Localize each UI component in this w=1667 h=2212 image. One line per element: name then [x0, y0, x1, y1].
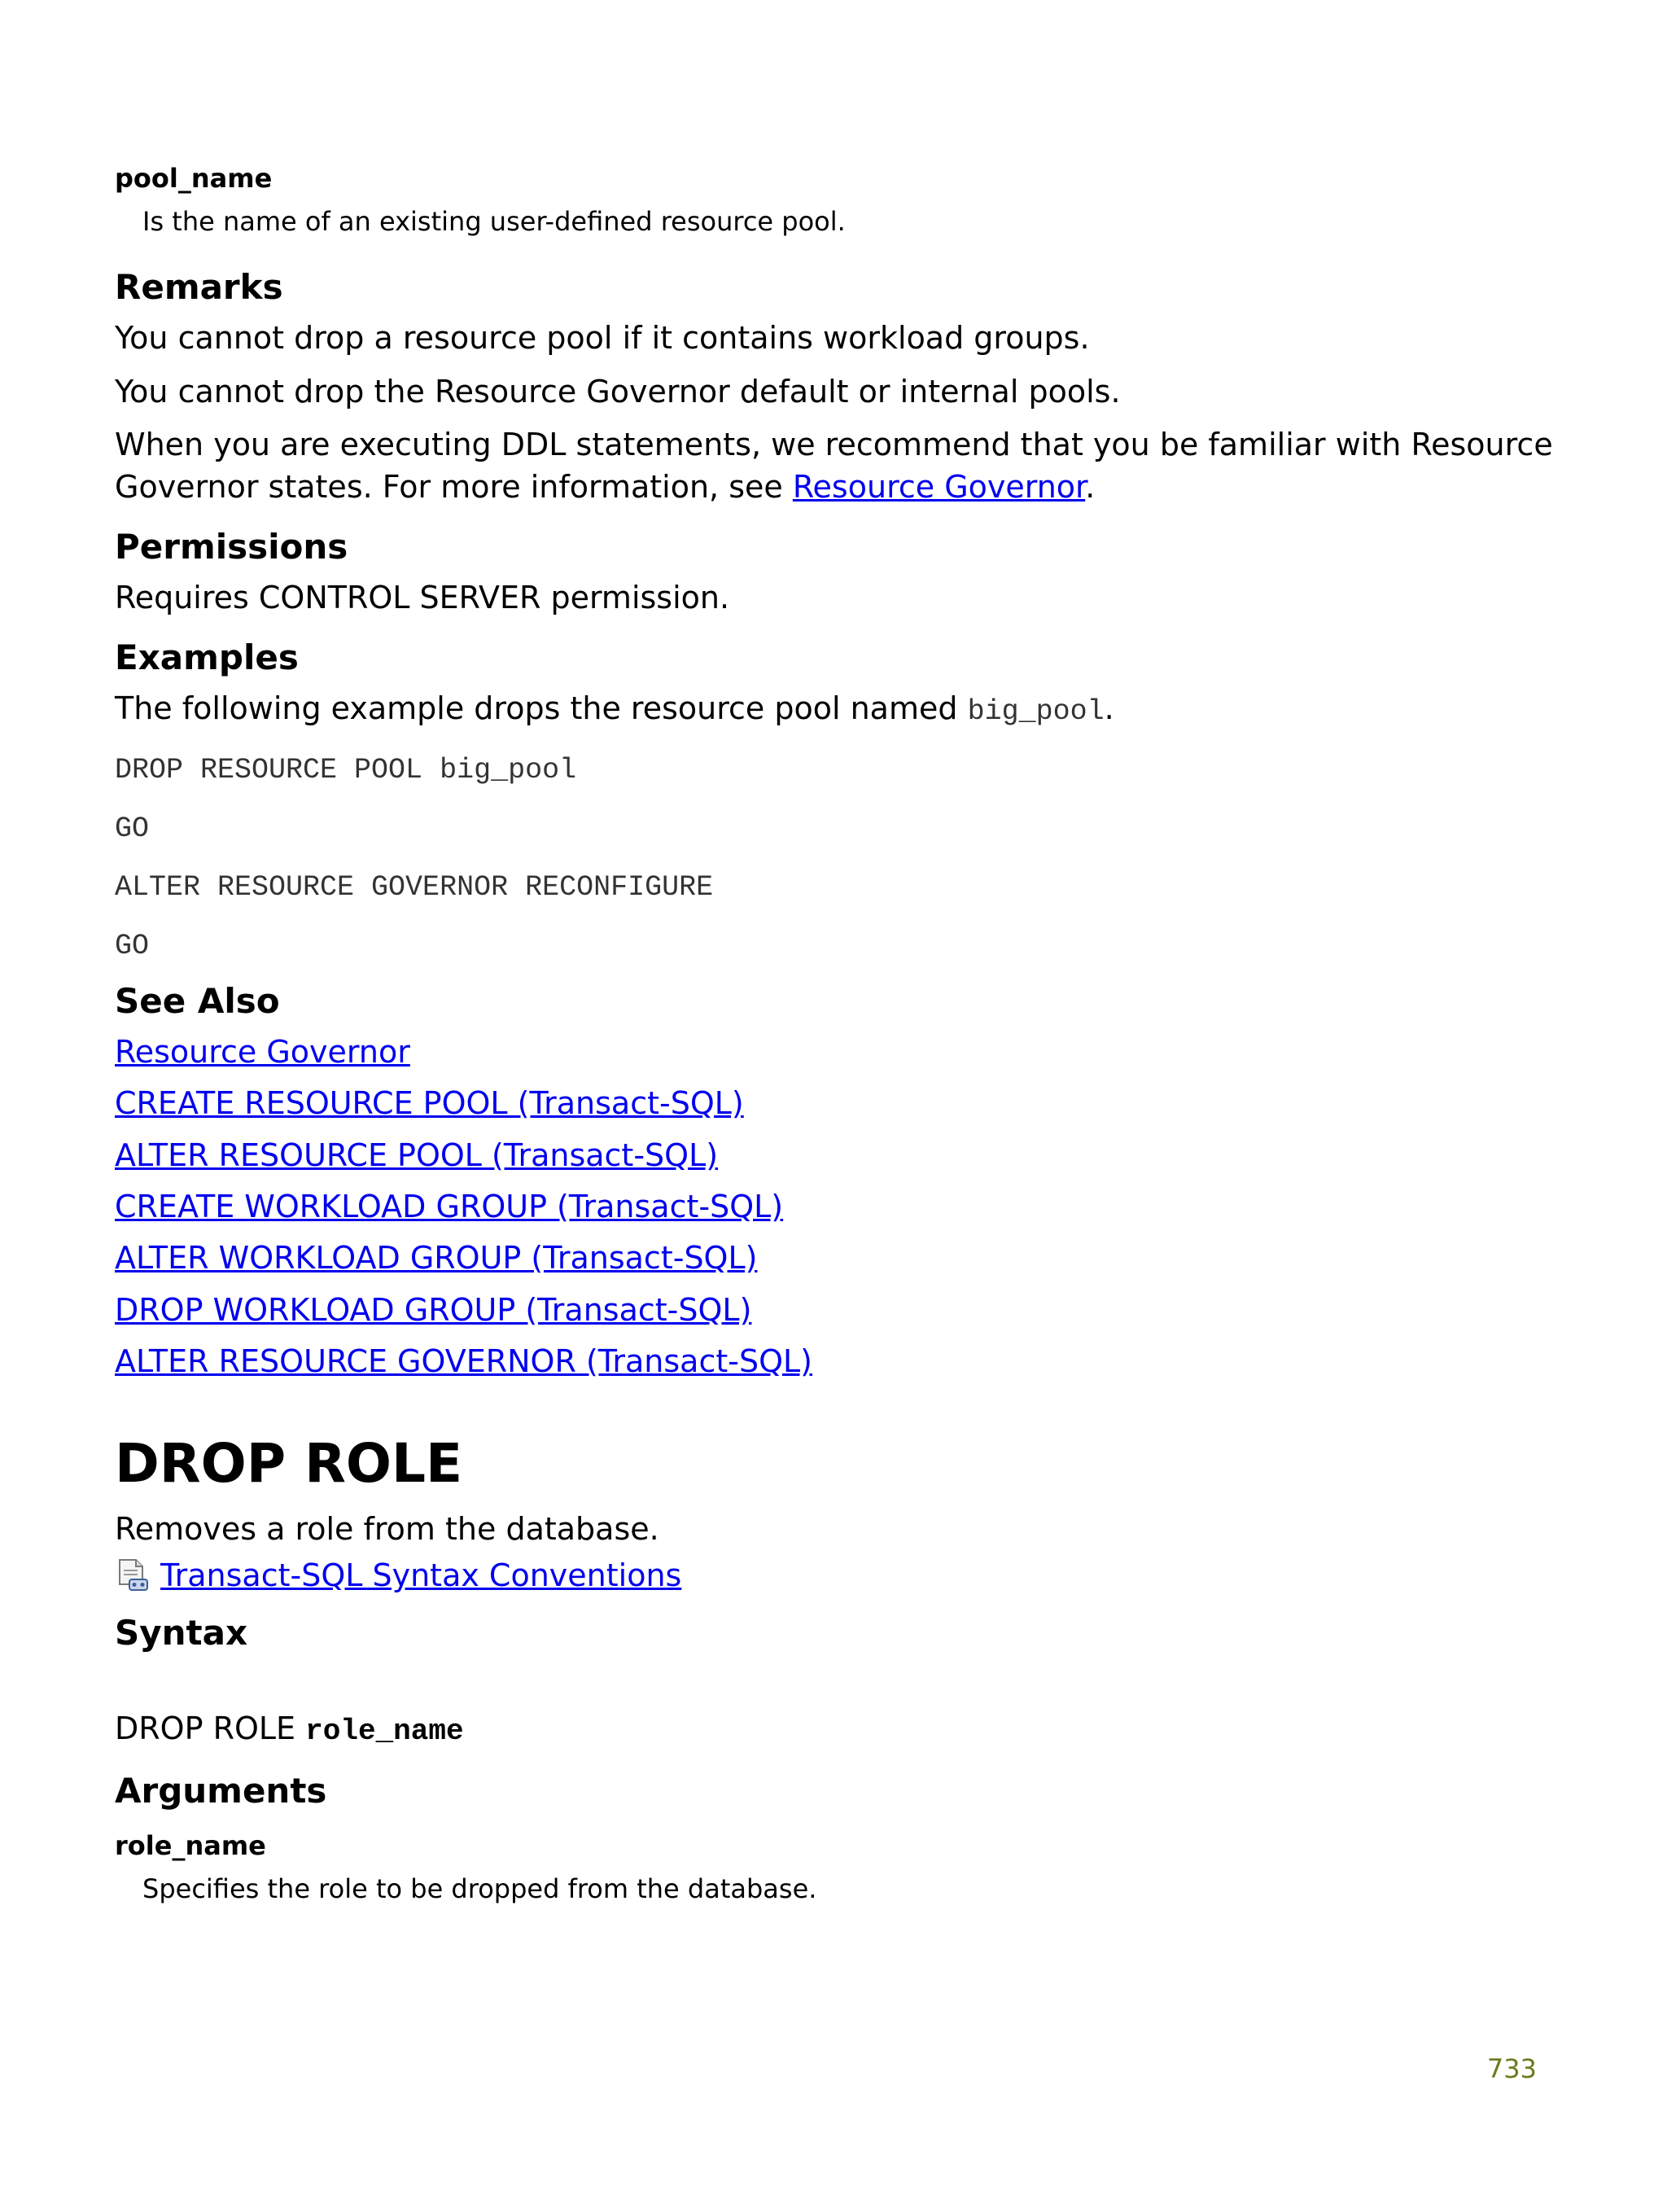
remarks-paragraph-3-text: When you are executing DDL statements, we recommend that you be familiar with Resource Governor states. For more information, see [115, 427, 1553, 505]
permissions-heading: Permissions [115, 526, 348, 567]
remarks-paragraph-2: You cannot drop the Resource Governor default or internal pools. [115, 373, 1121, 410]
see-also-item [115, 1135, 1555, 1176]
arguments-heading: Arguments [115, 1771, 327, 1811]
see-also-link[interactable]: CREATE WORKLOAD GROUP (Transact-SQL) [115, 1189, 784, 1224]
see-also-item [115, 1341, 1555, 1382]
remarks-heading: Remarks [115, 266, 283, 307]
syntax-conventions-row [115, 1557, 1555, 1593]
syntax-conventions-link[interactable]: Transact-SQL Syntax Conventions [160, 1557, 682, 1594]
document-link-icon [115, 1557, 151, 1593]
see-also-item [115, 1083, 1555, 1124]
examples-heading: Examples [115, 637, 299, 677]
see-also-list [115, 1032, 1555, 1382]
see-also-link[interactable]: Resource Governor [115, 1034, 410, 1071]
argument-description: Is the name of an existing user-defined resource pool. [142, 206, 846, 237]
see-also-link[interactable]: ALTER WORKLOAD GROUP (Transact-SQL) [115, 1240, 758, 1277]
drop-role-title: DROP ROLE [115, 1432, 463, 1496]
resource-governor-link[interactable]: Resource Governor [792, 469, 1086, 505]
document-page [115, 163, 1555, 1934]
syntax-line [115, 1710, 1555, 1748]
remarks-paragraph-3-end: . [1085, 469, 1096, 505]
syntax-heading: Syntax [115, 1613, 248, 1654]
argument-term: pool_name [115, 163, 273, 194]
see-also-item [115, 1186, 1555, 1228]
page-number: 733 [1486, 2053, 1537, 2084]
examples-intro-text: The following example drops the resource pool named [115, 690, 968, 727]
see-also-link[interactable]: ALTER RESOURCE POOL (Transact-SQL) [115, 1137, 719, 1173]
syntax-keyword: DROP ROLE [115, 1710, 306, 1747]
argument-term: role_name [115, 1829, 266, 1861]
see-also-item [115, 1290, 1555, 1331]
code-line: DROP RESOURCE POOL big_pool [115, 753, 577, 786]
permissions-text: Requires CONTROL SERVER permission. [115, 580, 730, 616]
code-line: ALTER RESOURCE GOVERNOR RECONFIGURE [115, 870, 714, 904]
see-also-link[interactable]: DROP WORKLOAD GROUP (Transact-SQL) [115, 1291, 752, 1328]
argument-description: Specifies the role to be dropped from the database. [142, 1873, 817, 1904]
remarks-paragraph-3 [115, 424, 1555, 508]
code-line: GO [115, 929, 150, 962]
see-also-link[interactable]: ALTER RESOURCE GOVERNOR (Transact-SQL) [115, 1343, 813, 1379]
examples-intro-end: . [1104, 690, 1114, 727]
see-also-heading: See Also [115, 980, 280, 1021]
syntax-argument: role_name [305, 1715, 464, 1749]
examples-intro-code: big_pool [967, 695, 1105, 729]
code-line: GO [115, 812, 150, 845]
see-also-link[interactable]: CREATE RESOURCE POOL (Transact-SQL) [115, 1085, 744, 1122]
examples-intro [115, 688, 1555, 732]
see-also-item [115, 1032, 1555, 1073]
remarks-paragraph-1: You cannot drop a resource pool if it contains workload groups. [115, 319, 1090, 356]
see-also-item [115, 1237, 1555, 1279]
drop-role-summary: Removes a role from the database. [115, 1511, 659, 1548]
